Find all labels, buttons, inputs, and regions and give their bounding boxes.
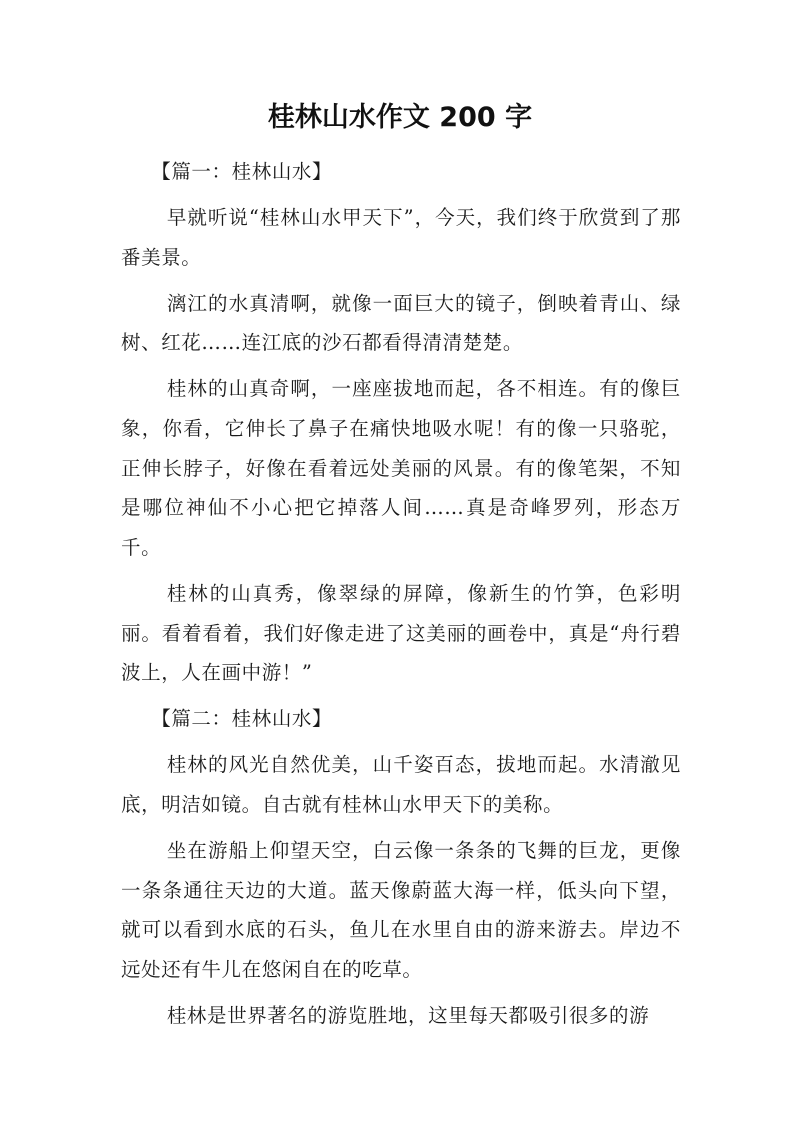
paragraph: 早就听说“桂林山水甲天下”，今天，我们终于欣赏到了那番美景。 [121,206,681,269]
section-2 [121,699,681,1035]
paragraph: 桂林的山真秀，像翠绿的屏障，像新生的竹笋，色彩明丽。看着看着，我们好像走进了这美丽的画卷中，真是“舟行碧波上，人在画中游！” [121,581,681,685]
section-heading: 【篇一：桂林山水】 [151,160,333,183]
paragraph: 坐在游船上仰望天空，白云像一条条的飞舞的巨龙，更像一条条通往天边的大道。蓝天像蔚蓝大海一样，低头向下望，就可以看到水底的石头，鱼儿在水里自由的游来游去。岸边不远处还有牛儿在悠闲自在的吃草。 [121,839,681,981]
paragraph: 桂林的山真奇啊，一座座拔地而起，各不相连。有的像巨象，你看，它伸长了鼻子在痛快地吸水呢！有的像一只骆驼，正伸长脖子，好像在看着远处美丽的风景。有的像笔架，不知是哪位神仙不小心把它掉落人间……真是奇峰罗列，形态万千。 [121,377,681,559]
document-title: 桂林山水作文 200 字 [267,102,533,133]
paragraph: 漓江的水真清啊，就像一面巨大的镜子，倒映着青山、绿树、红花……连江底的沙石都看得清清楚楚。 [121,291,681,355]
section-heading: 【篇二：桂林山水】 [151,707,333,731]
section-1 [121,152,681,693]
paragraph: 桂林的风光自然优美，山千姿百态，拔地而起。水清澈见底，明洁如镜。自古就有桂林山水甲天下的美称。 [121,753,681,816]
document-body [121,152,681,1042]
paragraph: 桂林是世界著名的游览胜地，这里每天都吸引很多的游 [166,1003,650,1027]
